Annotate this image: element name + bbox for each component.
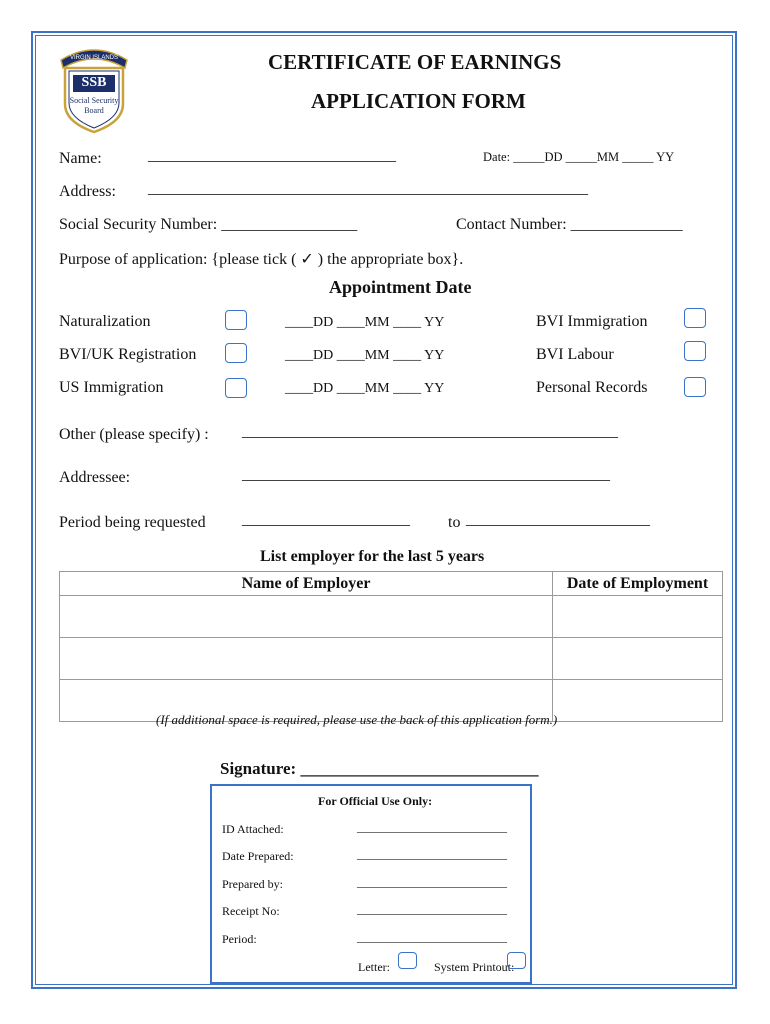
official-printout-label: System Printout: [434, 960, 515, 974]
official-id-attached-field[interactable]: _________________________ [357, 820, 507, 834]
period-to-field[interactable]: _______________________ [466, 511, 650, 528]
official-prepared-by-field[interactable]: _________________________ [357, 875, 507, 889]
checkbox-system-printout[interactable] [507, 952, 526, 969]
official-id-attached-label: ID Attached: [222, 822, 284, 836]
official-date-prepared-label: Date Prepared: [222, 849, 294, 863]
name-label: Name: [59, 150, 102, 167]
logo-line1: Social Security [69, 96, 119, 105]
logo-line2: Board [84, 106, 104, 115]
official-letter-label: Letter: [358, 960, 390, 974]
employer-table [59, 571, 723, 722]
ssn-field[interactable]: Social Security Number: _________________ [59, 216, 358, 233]
signature-field[interactable]: Signature: ____________________________ [220, 759, 539, 778]
appointment-date-bvi-uk-registration[interactable]: ____DD ____MM ____ YY [285, 348, 445, 363]
form-title-line1: CERTIFICATE OF EARNINGS [268, 50, 562, 74]
official-period-label: Period: [222, 932, 257, 946]
other-label: Other (please specify) : [59, 426, 209, 443]
employer-table-header [60, 572, 723, 596]
appointment-date-us-immigration[interactable]: ____DD ____MM ____ YY [285, 381, 445, 396]
purpose-label-naturalization: Naturalization [59, 313, 151, 330]
period-label: Period being requested [59, 514, 206, 531]
column-header-date: Date of Employment [553, 572, 723, 596]
other-field[interactable]: _______________________________________________ [242, 423, 618, 440]
official-prepared-by-label: Prepared by: [222, 877, 283, 891]
official-period-field[interactable]: _________________________ [357, 930, 507, 944]
purpose-label-personal-records: Personal Records [536, 379, 648, 396]
column-header-employer: Name of Employer [60, 572, 553, 596]
checkbox-letter[interactable] [398, 952, 417, 969]
employment-date-cell[interactable] [553, 596, 723, 638]
additional-space-note: (If additional space is required, please use the back of this application form.) [156, 712, 558, 727]
purpose-label-bvi-uk-registration: BVI/UK Registration [59, 346, 197, 363]
checkbox-naturalization[interactable] [225, 310, 247, 330]
logo-acronym: SSB [81, 75, 107, 90]
checkbox-us-immigration[interactable] [225, 378, 247, 398]
appointment-heading: Appointment Date [329, 277, 472, 297]
logo-ribbon-text: VIRGIN ISLANDS [69, 55, 119, 61]
form-title-line2: APPLICATION FORM [311, 89, 526, 113]
employer-name-cell[interactable] [60, 596, 553, 638]
employer-name-cell[interactable] [60, 638, 553, 680]
addressee-label: Addressee: [59, 469, 131, 486]
table-row [60, 638, 723, 680]
official-use-heading: For Official Use Only: [318, 794, 433, 808]
addressee-field[interactable]: ______________________________________________ [242, 466, 610, 483]
address-field[interactable]: _______________________________________________________ [148, 180, 588, 197]
date-field[interactable]: Date: _____DD _____MM _____ YY [483, 150, 675, 164]
employment-date-cell[interactable] [553, 680, 723, 722]
appointment-date-naturalization[interactable]: ____DD ____MM ____ YY [285, 315, 445, 330]
name-field[interactable]: _______________________________ [148, 147, 396, 164]
official-use-box [210, 784, 532, 984]
purpose-instruction: Purpose of application: {please tick ( ✓ ) the appropriate box}. [59, 251, 464, 268]
purpose-label-bvi-labour: BVI Labour [536, 346, 614, 363]
employment-date-cell[interactable] [553, 638, 723, 680]
checkbox-bvi-uk-registration[interactable] [225, 343, 247, 363]
purpose-label-us-immigration: US Immigration [59, 379, 164, 396]
period-from-field[interactable]: _____________________ [242, 511, 410, 528]
official-date-prepared-field[interactable]: _________________________ [357, 847, 507, 861]
checkbox-bvi-labour[interactable] [684, 341, 706, 361]
purpose-label-bvi-immigration: BVI Immigration [536, 313, 648, 330]
official-receipt-no-field[interactable]: _________________________ [357, 902, 507, 916]
address-label: Address: [59, 183, 116, 200]
checkbox-bvi-immigration[interactable] [684, 308, 706, 328]
contact-number-field[interactable]: Contact Number: ______________ [456, 216, 683, 233]
table-row [60, 596, 723, 638]
checkbox-personal-records[interactable] [684, 377, 706, 397]
period-to-word: to [448, 514, 461, 531]
official-receipt-no-label: Receipt No: [222, 904, 280, 918]
employer-table-heading: List employer for the last 5 years [260, 548, 485, 565]
ssb-logo [55, 42, 133, 134]
